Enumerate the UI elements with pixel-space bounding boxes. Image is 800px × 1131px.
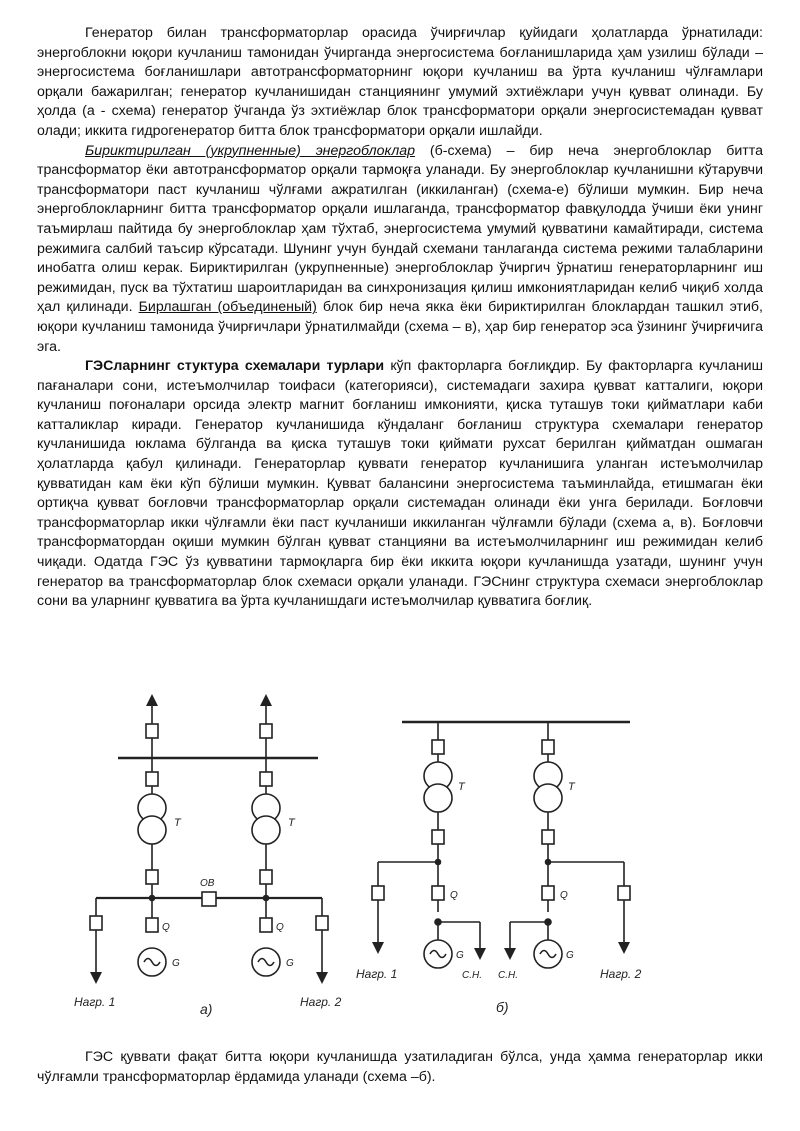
paragraph-2-text-b: блок бир неча якка ёки бириктирилган блоклардан ташкил этиб, юқори кучланиш тамонида ўчирғичлари ўрнатилмайди (схема – в), ҳар бир генератор эса ўзининг ўчирғичига эга.: [37, 299, 763, 355]
term-combined-blocks: Бириктирилган (укрупненные) энергоблоклар: [85, 142, 416, 159]
paragraph-1: Генератор билан трансформаторлар орасида ўчирғичлар қуйидаги ҳолатларда ўрнатилади: энергоблокни юқори кучланиш тамонидан ўчирганда энергосистема боғланишларида ҳам узилиш бўлади – энергосистема боғланишлари автотрансформаторнинг юқори кучланиш ва ўрта кучланиш чўлғамлари орқали бажарилган; генератор кучланишидан станциянинг умумий эхтиёжлари учун қувват олинади. Бу ҳолда (а - схема) генератор ўчганда ўз эхтиёжлар блок трансформатори орқали энергосистемадан қувват олади; иккита гидрогенератор битта блок трансформатори орқали ишлайди.: [37, 25, 763, 139]
sectional-breaker-label: ОВ: [200, 878, 215, 889]
closing-paragraph-block: [37, 1048, 763, 1087]
diagram-caption: а): [200, 1001, 213, 1017]
paragraph-2-text-a: (б-схема) – бир неча энергоблоклар битта трансформатор ёки автотрансформатор орқали тармоқға уланади. Бу энергоблоклар кучланишни кўтарувчи трансформатори паст кучланиш чўлғами ажратилган (иккиланган) (схема-е) бўлиши мумкин. Бир неча энергоблокларнинг битта трансформатор орқали ишлаганда, трансформатор фавқулодда ўчиши ёки унинг таъмирлаш пайтида бу энергоблоклар ҳам тўхтаб, энергосистема умумий қувватини камайтиради, система режимига салбий таъсир кўрсатади. Шунинг учун бундай схемани танлаганда система режими талабларини инобатга олиш керак. Бириктирилган (укрупненные) энергоблоклар ўчиргич ўрнатиш генераторларнинг иш режимидан, пуск ва тўхтатиш шароитларидан ва синхронизация қилиш имкониятларидан келиб чиқиб холда ҳал қилинади.: [37, 142, 763, 316]
aux-load-label: С.Н.: [462, 970, 482, 981]
load-label: Нагр. 1: [74, 995, 116, 1009]
transformer-label: T: [288, 817, 295, 829]
diagram-caption: б): [496, 999, 509, 1015]
aux-load-label: С.Н.: [498, 970, 518, 981]
paragraph-2: [37, 142, 763, 358]
generator-label: G: [566, 950, 574, 961]
breaker-label: Q: [162, 922, 170, 933]
load-label: Нагр. 2: [300, 995, 342, 1009]
load-label: Нагр. 1: [356, 967, 398, 981]
document-body: [37, 24, 763, 612]
diagram-b: [356, 722, 642, 1015]
load-label: Нагр. 2: [600, 967, 642, 981]
breaker-label: Q: [450, 890, 458, 901]
breaker-label: Q: [560, 890, 568, 901]
circuit-diagrams: [60, 680, 750, 1040]
section-heading: ГЭСларнинг стуктура схемалари турлари: [85, 358, 385, 375]
transformer-label: T: [174, 817, 181, 829]
paragraph-3: [37, 357, 763, 612]
generator-label: G: [172, 958, 180, 969]
paragraph-3-text: кўп факторларга боғлиқдир. Бу факторларга кучланиш пағаналари сони, истеъмолчилар тоифаси (категорияси), системадаги захира қувват катталиги, юқори кучланиш поғоналари орсида электр магнит боғланиш имконияти, қиска туташув токи қийматлари каби катталиклар киради. Генератор кучланишида кўндаланг боғланиш структура схемалари генератор кучланишида юклама бўлганда ва қиска туташув токи қиймати рухсат берилган қийматдан ошмаган ҳолатларда қабул қилинади. Генераторлар қуввати генератор кучланишига уланган истеъмолчилар қувватидан кам ёки кўп бўлиши мумкин. Қувват балансини энергосистема таъминлайда, етишмаган ёки ортиқча қувват боғловчи трансформаторлар орқали системадан олинади ёки унга берилади. Боғловчи трансформаторлар икки чўлғамли ёки паст кучланиши иккиланган чўлғамли бўлади (схема а, в). Боғловчи трансформатордан оқиши мумкин бўлган қувват станцияни ва истеъмолчиларнинг иш режимидан келиб чиқади. Одатда ГЭС ўз қувватини тармоқларга бир ёки иккита юқори кучланишда узатади, шунинг учун генератор ва трансформаторлар блок схемаси орқали уланади. ГЭСнинг структура схемаси энергоблоклар сони ва уларнинг қувватига ва ўрта кучланишдаги истеъмолчилар қувватига боғлиқ.: [37, 358, 763, 610]
transformer-label: T: [568, 781, 575, 793]
paragraph-4: ГЭС қуввати фақат битта юқори кучланишда узатиладиган бўлса, унда ҳамма генераторлар икки чўлғамли трансформаторлар ёрдамида уланади (схема –б).: [37, 1049, 763, 1085]
breaker-label: Q: [276, 922, 284, 933]
generator-label: G: [286, 958, 294, 969]
diagram-a: [74, 694, 342, 1017]
term-united-block: Бирлашган (объединеный): [138, 299, 317, 316]
generator-label: G: [456, 950, 464, 961]
transformer-label: T: [458, 781, 465, 793]
